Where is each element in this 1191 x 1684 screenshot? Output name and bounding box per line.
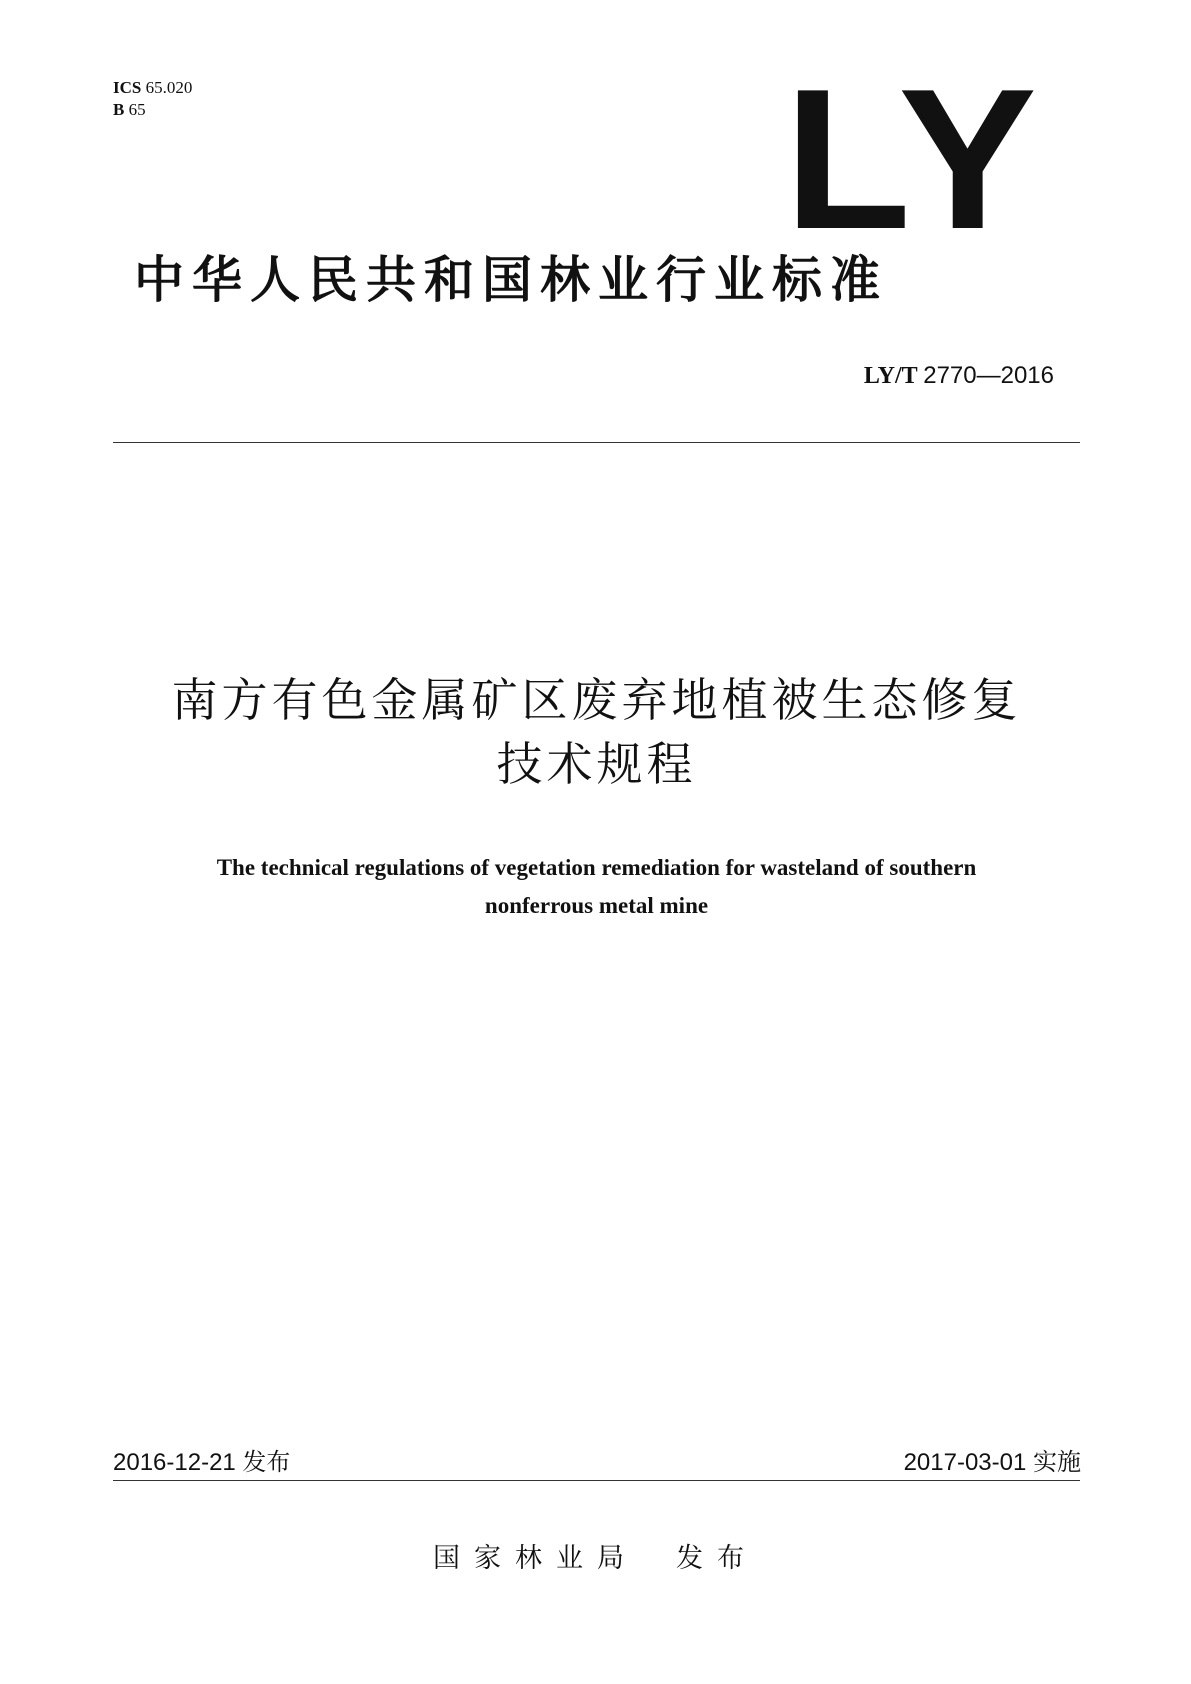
- standard-number-value: 2770—2016: [923, 362, 1054, 389]
- english-title: [113, 849, 1080, 925]
- ccs-code: 65: [128, 100, 146, 119]
- publisher-action: 发布: [676, 1543, 758, 1574]
- implementation-date: 2017-03-01 实施: [903, 1449, 1081, 1476]
- ccs-label: B: [113, 100, 125, 119]
- ics-code: 65.020: [145, 78, 193, 97]
- publisher-line: [0, 1536, 1191, 1575]
- chinese-title-line2: 技术规程: [496, 737, 697, 791]
- english-title-line1: The technical regulations of vegetation remediation for wasteland of southern: [216, 855, 977, 880]
- chinese-title-line1: 南方有色金属矿区废弃地植被生态修复: [171, 673, 1022, 727]
- standard-type-title: 中华人民共和国林业行业标准: [134, 251, 888, 309]
- issue-date: 2016-12-21 发布: [113, 1449, 291, 1476]
- standard-number: [864, 362, 1054, 390]
- publisher-name: 国家林业局: [433, 1543, 638, 1574]
- ly-logo: LY: [784, 48, 1044, 271]
- top-divider: [113, 442, 1080, 443]
- chinese-title: [113, 668, 1080, 796]
- ics-label: ICS: [113, 78, 142, 97]
- bottom-divider: [113, 1480, 1080, 1481]
- standard-number-prefix: LY/T: [863, 363, 918, 389]
- ccs-line: [113, 99, 192, 121]
- english-title-line2: nonferrous metal mine: [484, 893, 709, 918]
- classification-codes: [113, 77, 192, 121]
- ics-line: [113, 77, 192, 99]
